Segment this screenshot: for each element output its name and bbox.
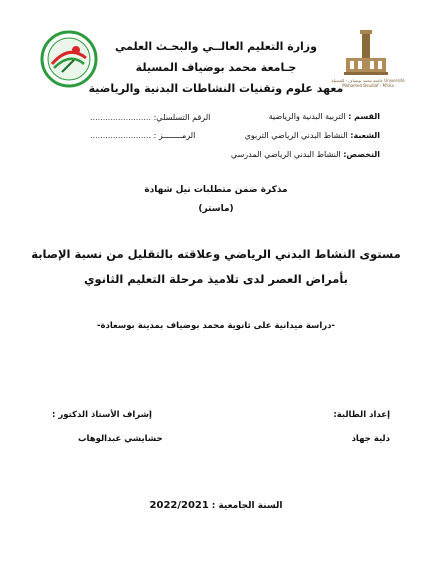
ministry-title: وزارة التعليم العالــي والبحـث العلمي <box>115 40 317 53</box>
code-label: الرمــــــــز : <box>153 131 196 140</box>
institute-title: معهد علوم وتقنيات النشاطات البدنية والرياضية <box>88 82 344 95</box>
student-label: إعداد الطالبة: <box>333 410 390 420</box>
institute-logo-icon <box>40 30 98 88</box>
department-row <box>269 112 380 121</box>
code-dots: ........................ <box>90 131 152 140</box>
serial-dots: ........................ <box>90 113 152 122</box>
memo-line2: (ماستر) <box>198 204 234 214</box>
specialty-value: النشاط البدني الرياضي المدرسي <box>230 150 341 159</box>
branch-label: الشعبة: <box>350 131 380 140</box>
supervisor-label: إشراف الأستاذ الدكتور : <box>52 410 152 420</box>
department-label: القسم : <box>348 112 380 121</box>
academic-year-row <box>0 500 432 511</box>
serial-row <box>90 113 210 122</box>
thesis-title-line1: مستوى النشاط البدني الرياضي وعلاقته بالتقليل من نسبة الإصابة <box>31 247 401 261</box>
university-title: جـامعة محمد بوضياف المسيلة <box>135 61 297 74</box>
supervisor-name: حشايشي عبدالوهاب <box>78 434 163 444</box>
specialty-label: التخصص: <box>343 150 380 159</box>
thesis-subtitle: -دراسة ميدانية على ثانوية محمد بوضياف بمدينة بوسعادة- <box>96 321 336 331</box>
student-name: دلية جهاد <box>351 434 390 444</box>
university-logo-caption: جامعة محمد بوضياف - المسيلة Université Mohamed Boudiaf - M'sila <box>331 78 405 88</box>
academic-year-label: السنة الجامعية : <box>211 501 283 511</box>
branch-row <box>245 131 380 140</box>
branch-value: النشاط البدني الرياضي التربوي <box>244 131 348 140</box>
memo-line1: مذكرة ضمن متطلبات نيل شهادة <box>144 185 288 195</box>
specialty-row <box>231 150 380 159</box>
code-row <box>90 131 195 140</box>
academic-year-value: 2022/2021 <box>149 500 209 511</box>
serial-label: الرقم التسلسلي: <box>153 113 211 122</box>
thesis-title-line2: بأمراض العصر لدى تلاميذ مرحلة التعليم الثانوي <box>83 272 348 286</box>
department-value: التربية البدنية والرياضية <box>268 112 346 121</box>
